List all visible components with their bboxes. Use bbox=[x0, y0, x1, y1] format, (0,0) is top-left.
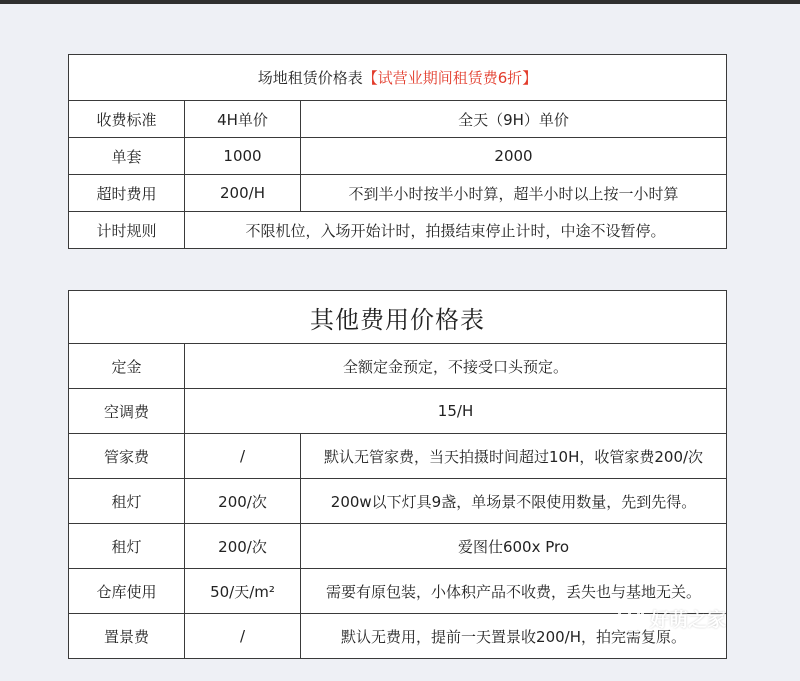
row-label: 仓库使用 bbox=[69, 569, 185, 614]
row-note: 默认无管家费，当天拍摄时间超过10H，收管家费200/次 bbox=[301, 434, 727, 479]
title-main: 场地租赁价格表 bbox=[257, 69, 363, 87]
row-label: 计时规则 bbox=[69, 212, 185, 249]
rental-price-table bbox=[68, 54, 727, 249]
table-title-row bbox=[69, 55, 727, 101]
overtime-price: 200/H bbox=[185, 175, 301, 212]
timing-rule: 不限机位，入场开始计时，拍摄结束停止计时，中途不设暂停。 bbox=[185, 212, 727, 249]
overtime-note: 不到半小时按半小时算，超半小时以上按一小时算 bbox=[301, 175, 727, 212]
price-full-day: 2000 bbox=[301, 138, 727, 175]
row-price: / bbox=[185, 434, 301, 479]
table-row bbox=[69, 212, 727, 249]
table-row bbox=[69, 524, 727, 569]
table-row bbox=[69, 434, 727, 479]
row-label: 租灯 bbox=[69, 479, 185, 524]
row-price: / bbox=[185, 614, 301, 659]
house-logo-icon bbox=[618, 605, 644, 631]
header-cell: 收费标准 bbox=[69, 101, 185, 138]
header-row bbox=[69, 101, 727, 138]
table-row bbox=[69, 479, 727, 524]
row-label: 超时费用 bbox=[69, 175, 185, 212]
table-row bbox=[69, 344, 727, 389]
top-border bbox=[0, 0, 800, 4]
rental-table-title bbox=[69, 55, 727, 101]
watermark-text: 好萌之家 bbox=[650, 608, 727, 631]
row-note: 200w以下灯具9盏，单场景不限使用数量，先到先得。 bbox=[301, 479, 727, 524]
row-label: 管家费 bbox=[69, 434, 185, 479]
row-note: 默认无费用，提前一天置景收200/H，拍完需复原。 bbox=[301, 614, 727, 659]
row-label: 租灯 bbox=[69, 524, 185, 569]
table-row bbox=[69, 138, 727, 175]
row-price: 50/天/m² bbox=[185, 569, 301, 614]
row-label: 空调费 bbox=[69, 389, 185, 434]
title-highlight: 【试营业期间租赁费6折】 bbox=[362, 69, 538, 87]
price-4h: 1000 bbox=[185, 138, 301, 175]
watermark bbox=[618, 600, 778, 636]
row-label: 单套 bbox=[69, 138, 185, 175]
row-note: 爱图仕600x Pro bbox=[301, 524, 727, 569]
table-title-row bbox=[69, 291, 727, 344]
row-value: 全额定金预定，不接受口头预定。 bbox=[185, 344, 727, 389]
row-value: 15/H bbox=[185, 389, 727, 434]
header-cell: 4H单价 bbox=[185, 101, 301, 138]
table-row bbox=[69, 175, 727, 212]
header-cell: 全天（9H）单价 bbox=[301, 101, 727, 138]
row-price: 200/次 bbox=[185, 524, 301, 569]
row-note: 需要有原包装，小体积产品不收费，丢失也与基地无关。 bbox=[301, 569, 727, 614]
row-label: 定金 bbox=[69, 344, 185, 389]
row-price: 200/次 bbox=[185, 479, 301, 524]
table-row bbox=[69, 389, 727, 434]
other-table-title: 其他费用价格表 bbox=[69, 291, 727, 344]
row-label: 置景费 bbox=[69, 614, 185, 659]
